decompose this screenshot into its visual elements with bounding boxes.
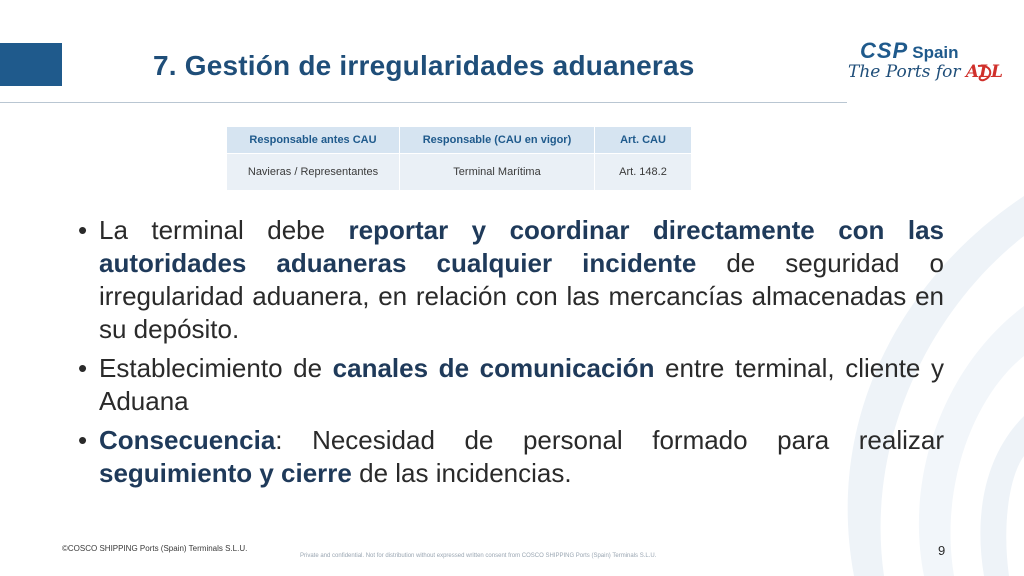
footer-copyright: ©COSCO SHIPPING Ports (Spain) Terminals S.L.U. xyxy=(62,544,248,553)
bullet-text: Establecimiento de xyxy=(99,353,333,383)
bullet-bold-text: seguimiento y cierre xyxy=(99,458,352,488)
bullet-bold-text: reportar y coordinar directamente con las autoridades aduaneras cualquier incidente xyxy=(99,215,944,278)
logo-tagline-all: ALL xyxy=(965,62,1003,82)
slide-title: 7. Gestión de irregularidades aduaneras xyxy=(153,50,695,81)
responsibility-table xyxy=(226,126,692,191)
logo-tagline-for: for xyxy=(935,62,961,82)
table-header-cell: Art. CAU xyxy=(595,127,692,154)
logo-csp: CSP xyxy=(860,38,909,63)
bullet-text: de las incidencias. xyxy=(351,458,572,488)
bullet-dot: • xyxy=(78,425,88,455)
table-header-cell: Responsable antes CAU xyxy=(227,127,400,154)
logo-swirl-icon xyxy=(974,62,996,84)
bullet-bold-text: canales de comunicación xyxy=(332,353,655,383)
bullet-bold-text: Consecuencia xyxy=(99,425,276,455)
table-cell: Terminal Marítima xyxy=(400,154,595,191)
bullet-text: entre terminal, cliente y Aduana xyxy=(99,353,944,416)
bullet-item xyxy=(78,352,944,418)
bullet-item xyxy=(78,214,944,346)
page-number: 9 xyxy=(938,543,946,558)
logo-wordmark xyxy=(860,38,959,64)
logo-spain: Spain xyxy=(912,43,959,62)
table-cell: Navieras / Representantes xyxy=(227,154,400,191)
title-accent-square xyxy=(0,43,62,86)
bullet-list xyxy=(78,214,944,496)
bullet-dot: • xyxy=(78,215,88,245)
bullet-dot: • xyxy=(78,353,88,383)
bullet-text: : Necesidad de personal formado para realizar xyxy=(275,425,944,455)
bullet-item xyxy=(78,424,944,490)
csp-spain-logo xyxy=(846,38,1003,92)
title-divider xyxy=(0,102,847,103)
footer-confidential-notice: Private and confidential. Not for distribution without expressed written consent from COSCO SHIPPING Ports (Spain) Terminals S.L.U. xyxy=(300,553,657,559)
table-header-cell: Responsable (CAU en vigor) xyxy=(400,127,595,154)
bullet-text: de seguridad o irregularidad aduanera, en relación con las mercancías almacenadas en su depósito. xyxy=(99,248,945,344)
table-cell: Art. 148.2 xyxy=(595,154,692,191)
table-header-row xyxy=(227,127,692,154)
bullet-text: La terminal debe xyxy=(99,215,349,245)
logo-tagline-prefix: The Ports xyxy=(848,62,936,82)
table-row xyxy=(227,154,692,191)
